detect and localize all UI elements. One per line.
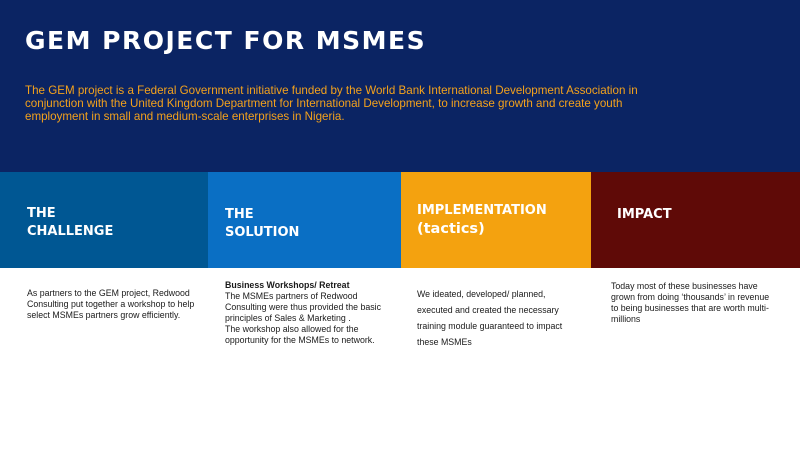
impact-heading: IMPACT (617, 207, 672, 222)
challenge-heading (27, 205, 113, 241)
implementation-band (401, 172, 591, 268)
solution-body-paragraph-2: The workshop also allowed for the opportunity for the MSMEs to network. (225, 324, 375, 345)
impact-body: Today most of these businesses have grown from doing ‘thousands’ in revenue to being businesses that are worth multi-millions (611, 281, 770, 324)
challenge-body: As partners to the GEM project, Redwood Consulting put together a workshop to help select MSMEs partners grow efficiently. (27, 288, 195, 320)
implementation-body: We ideated, developed/ planned, executed and created the necessary training module guaranteed to impact these MSMEs (417, 289, 563, 347)
solution-heading-line1: THE (225, 207, 254, 222)
implementation-heading-line1: IMPLEMENTATION (417, 203, 547, 218)
challenge-heading-line2: CHALLENGE (27, 224, 114, 239)
intro-paragraph: The GEM project is a Federal Government initiative funded by the World Bank International Development Association in conjunction with the United Kingdom Department for International Development, to increase growth and create youth employment in small and medium-scale enterprises in Nigeria. (25, 84, 638, 123)
challenge-heading-line1: THE (27, 206, 56, 221)
challenge-band (0, 172, 208, 268)
impact-band (591, 172, 800, 268)
solution-body (225, 280, 390, 346)
solution-subtitle: Business Workshops/ Retreat (225, 280, 350, 290)
header-banner (0, 0, 800, 172)
implementation-heading (417, 202, 547, 238)
solution-heading-line2: SOLUTION (225, 225, 300, 240)
solution-body-paragraph-1: The MSMEs partners of Redwood Consulting were thus provided the basic principles of Sales & Marketing . (225, 291, 381, 323)
page-title: GEM PROJECT FOR MSMES (25, 26, 427, 55)
implementation-heading-line2: (tactics) (417, 221, 485, 237)
solution-band (208, 172, 401, 268)
solution-heading (225, 206, 299, 242)
